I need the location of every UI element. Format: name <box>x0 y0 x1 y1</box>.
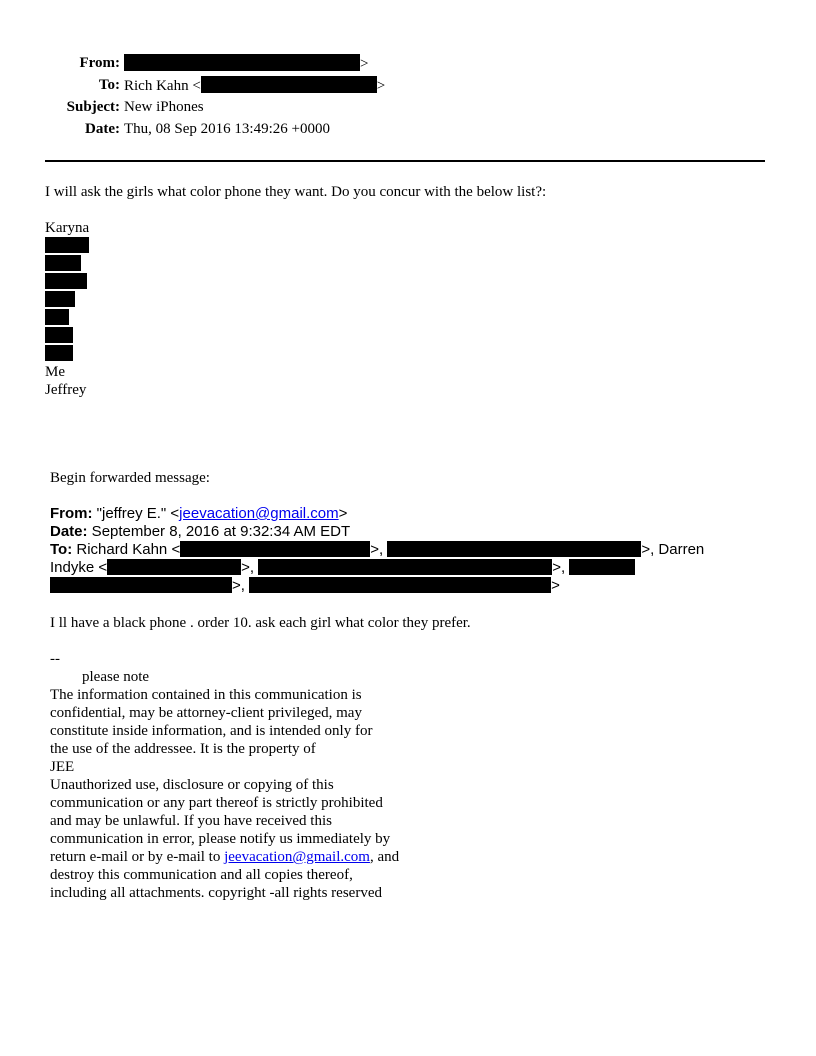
redaction <box>45 255 81 271</box>
forwarded-to-row: To: Richard Kahn < >, >, Darren <box>50 541 705 558</box>
to-label: To: <box>98 77 120 93</box>
begin-forwarded: Begin forwarded message: <box>50 470 210 486</box>
sig-line: constitute inside information, and is intended only for <box>50 723 373 739</box>
fwd-to-label: To: <box>50 541 73 558</box>
list-item-me: Me <box>45 364 65 380</box>
subject-label: Subject: <box>66 99 120 115</box>
redaction <box>45 237 89 253</box>
forwarded-to-row-3: >, > <box>50 577 560 595</box>
from-email-link[interactable]: jeevacation@gmail.com <box>179 505 339 522</box>
sig-line: The information contained in this communication is <box>50 687 362 703</box>
sig-line: communication or any part thereof is strictly prohibited <box>50 795 383 811</box>
redaction <box>249 577 551 593</box>
redaction <box>45 291 75 307</box>
redaction <box>45 309 69 325</box>
redaction <box>45 273 87 289</box>
sig-line: return e-mail or by e-mail to jeevacation@gmail.com, and <box>50 849 400 865</box>
redaction <box>107 559 241 575</box>
date-label: Date: <box>85 121 120 137</box>
sig-line: destroy this communication and all copies thereof, <box>50 867 353 883</box>
redaction <box>569 559 635 575</box>
sig-note: please note <box>82 669 150 685</box>
forwarded-date-row: Date: September 8, 2016 at 9:32:34 AM EDT <box>50 523 351 540</box>
sig-dashes: -- <box>50 651 60 667</box>
subject-value: New iPhones <box>124 99 204 115</box>
sig-line: Unauthorized use, disclosure or copying of this <box>50 777 334 793</box>
forwarded-from-row: From: "jeffrey E." <jeevacation@gmail.com> <box>50 505 348 522</box>
forwarded-message-body: I ll have a black phone . order 10. ask each girl what color they prefer. <box>50 615 471 631</box>
redaction <box>50 577 232 593</box>
signature-block <box>50 650 399 902</box>
redaction <box>45 327 73 343</box>
fwd-from-label: From: <box>50 505 93 522</box>
sig-line: communication in error, please notify us immediately by <box>50 831 391 847</box>
redaction <box>201 76 377 93</box>
list-item-karyna: Karyna <box>45 220 90 236</box>
from-value: > <box>124 54 368 73</box>
sig-line: and may be unlawful. If you have received this <box>50 813 332 829</box>
sig-line: confidential, may be attorney-client privileged, may <box>50 705 362 721</box>
to-value: Rich Kahn < > <box>124 78 386 94</box>
redaction <box>387 541 641 557</box>
fwd-date-label: Date: <box>50 523 88 540</box>
forwarded-to-row-2: Indyke < >, >, <box>50 559 635 577</box>
redaction <box>258 559 552 575</box>
list-item-jeffrey: Jeffrey <box>45 382 87 398</box>
sig-line: the use of the addressee. It is the property of <box>50 741 316 757</box>
redaction <box>45 345 73 361</box>
header-divider <box>45 160 765 162</box>
from-label: From: <box>79 55 120 71</box>
date-value: Thu, 08 Sep 2016 13:49:26 +0000 <box>124 121 330 137</box>
redaction <box>180 541 370 557</box>
sig-line: JEE <box>50 759 75 775</box>
intro-text: I will ask the girls what color phone they want. Do you concur with the below list?: <box>45 184 547 200</box>
sig-email-link[interactable]: jeevacation@gmail.com <box>224 849 370 865</box>
redaction <box>124 54 360 71</box>
sig-line: including all attachments. copyright -all rights reserved <box>50 885 382 901</box>
